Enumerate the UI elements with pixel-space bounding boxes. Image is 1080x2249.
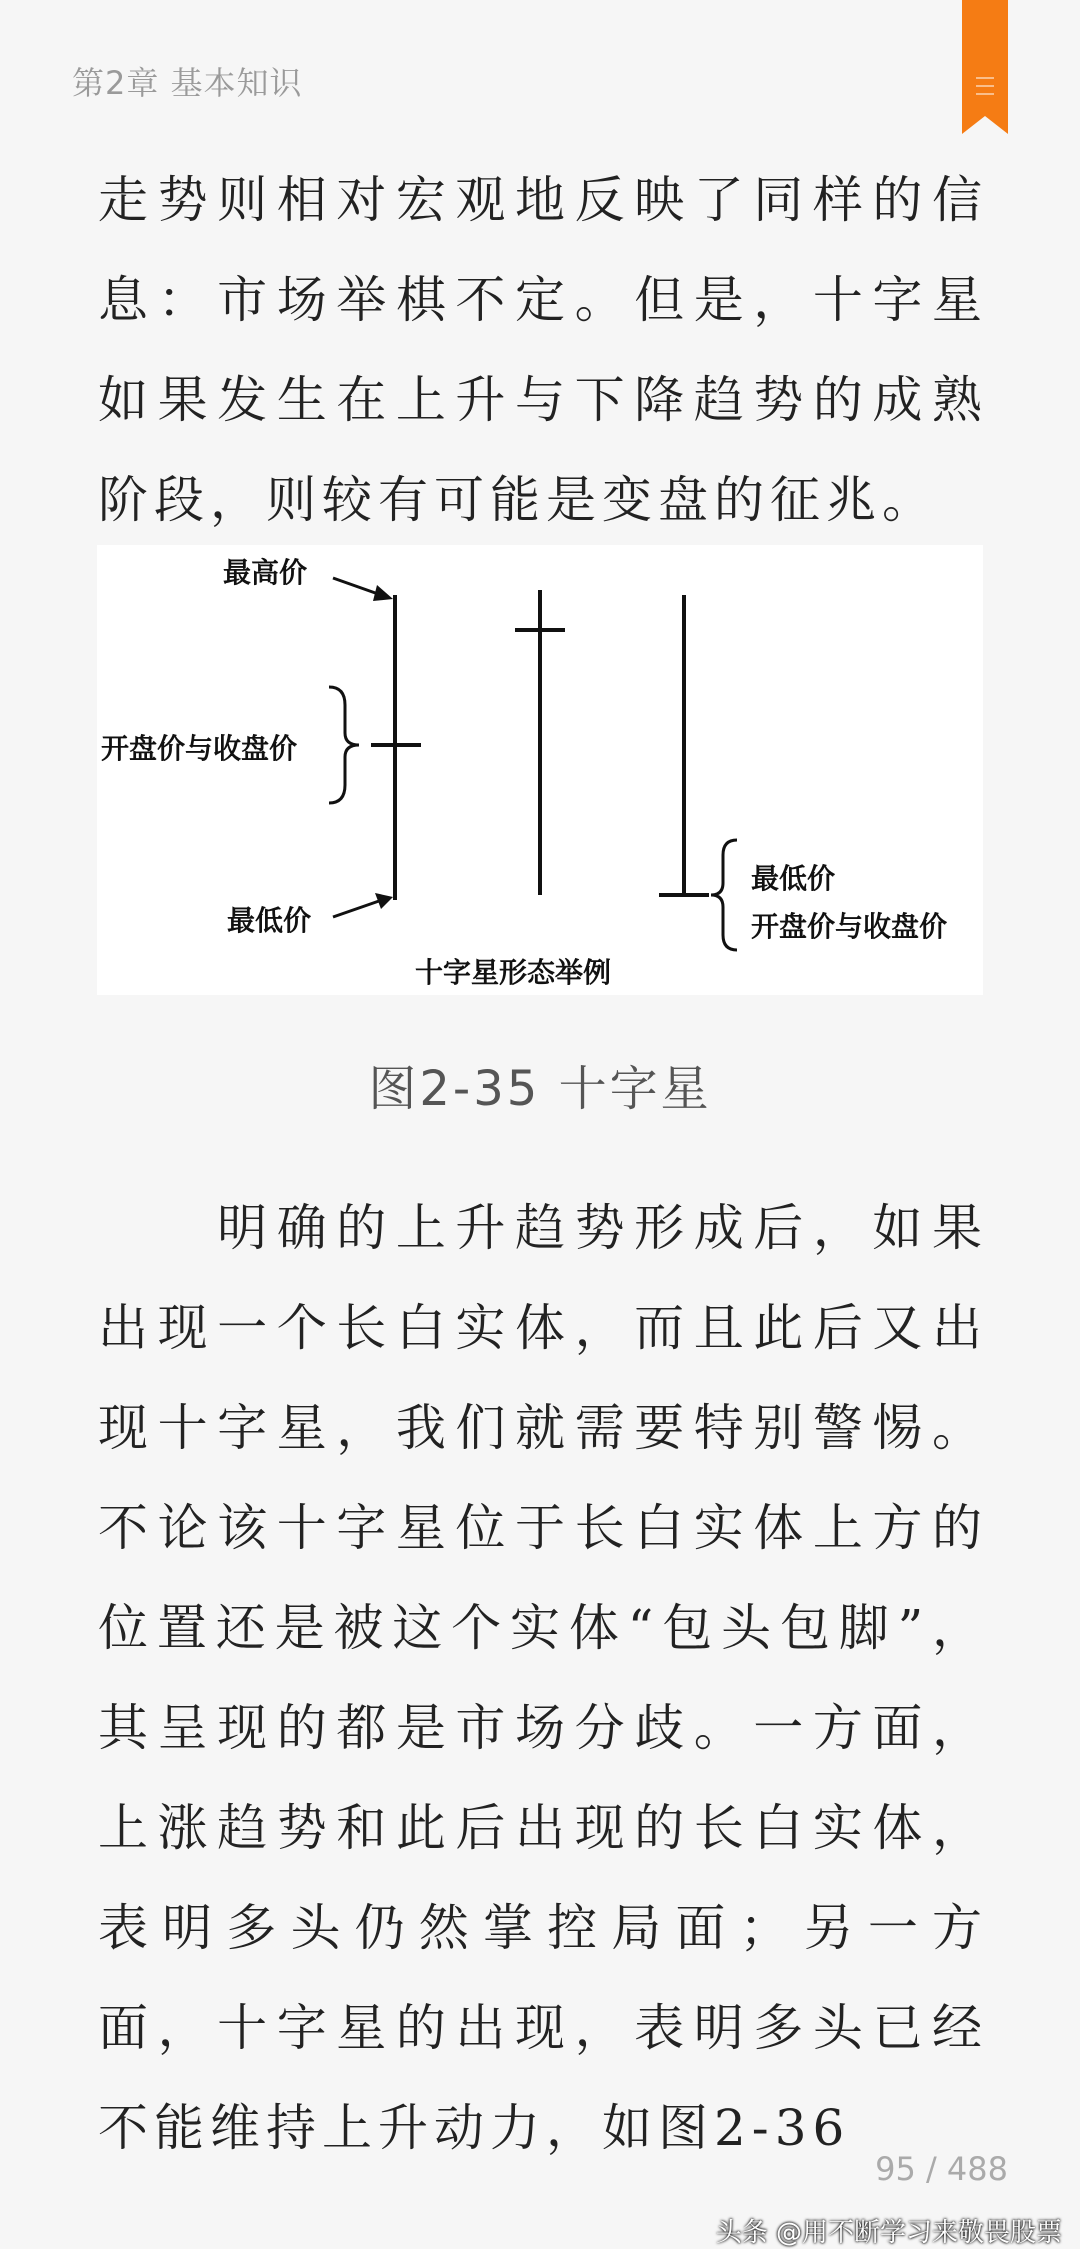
doji-figure — [97, 545, 983, 995]
body-paragraph-1: 走势则相对宏观地反映了同样的信息：市场举棋不定。但是，十字星如果发生在上升与下降趋势的成熟阶段，则较有可能是变盘的征兆。 — [98, 171, 988, 529]
label-open-close-left: 开盘价与收盘价 — [101, 732, 298, 765]
arrow-high — [333, 578, 381, 595]
page-indicator: 95 / 488 — [875, 2150, 1008, 2188]
chapter-title: 第2章 基本知识 — [72, 64, 303, 102]
figure-caption: 图2-35 十字星 — [368, 1061, 712, 1117]
bookmark-ribbon-icon[interactable] — [962, 0, 1008, 134]
watermark: 头条 @用不断学习来敬畏股票 — [715, 2218, 1062, 2248]
brace-right — [711, 840, 737, 950]
arrow-low — [333, 901, 379, 917]
figure-title: 十字星形态举例 — [415, 956, 612, 989]
body-paragraph-2: 明确的上升趋势形成后，如果出现一个长白实体，而且此后又出现十字星，我们就需要特别警惕。不论该十字星位于长白实体上方的位置还是被这个实体“包头包脚”，其呈现的都是市场分歧。一方面，上涨趋势和此后出现的长白实体，表明多头仍然掌控局面；另一方面，十字星的出现，表明多头已经不能维持上升动力，如图2-36 — [98, 1199, 988, 2157]
label-low-right: 最低价 — [751, 862, 836, 895]
label-low-left: 最低价 — [227, 904, 312, 937]
arrow-high-head — [373, 585, 393, 601]
brace-left — [329, 687, 359, 803]
label-open-close-right: 开盘价与收盘价 — [751, 910, 948, 943]
label-high: 最高价 — [223, 556, 308, 589]
